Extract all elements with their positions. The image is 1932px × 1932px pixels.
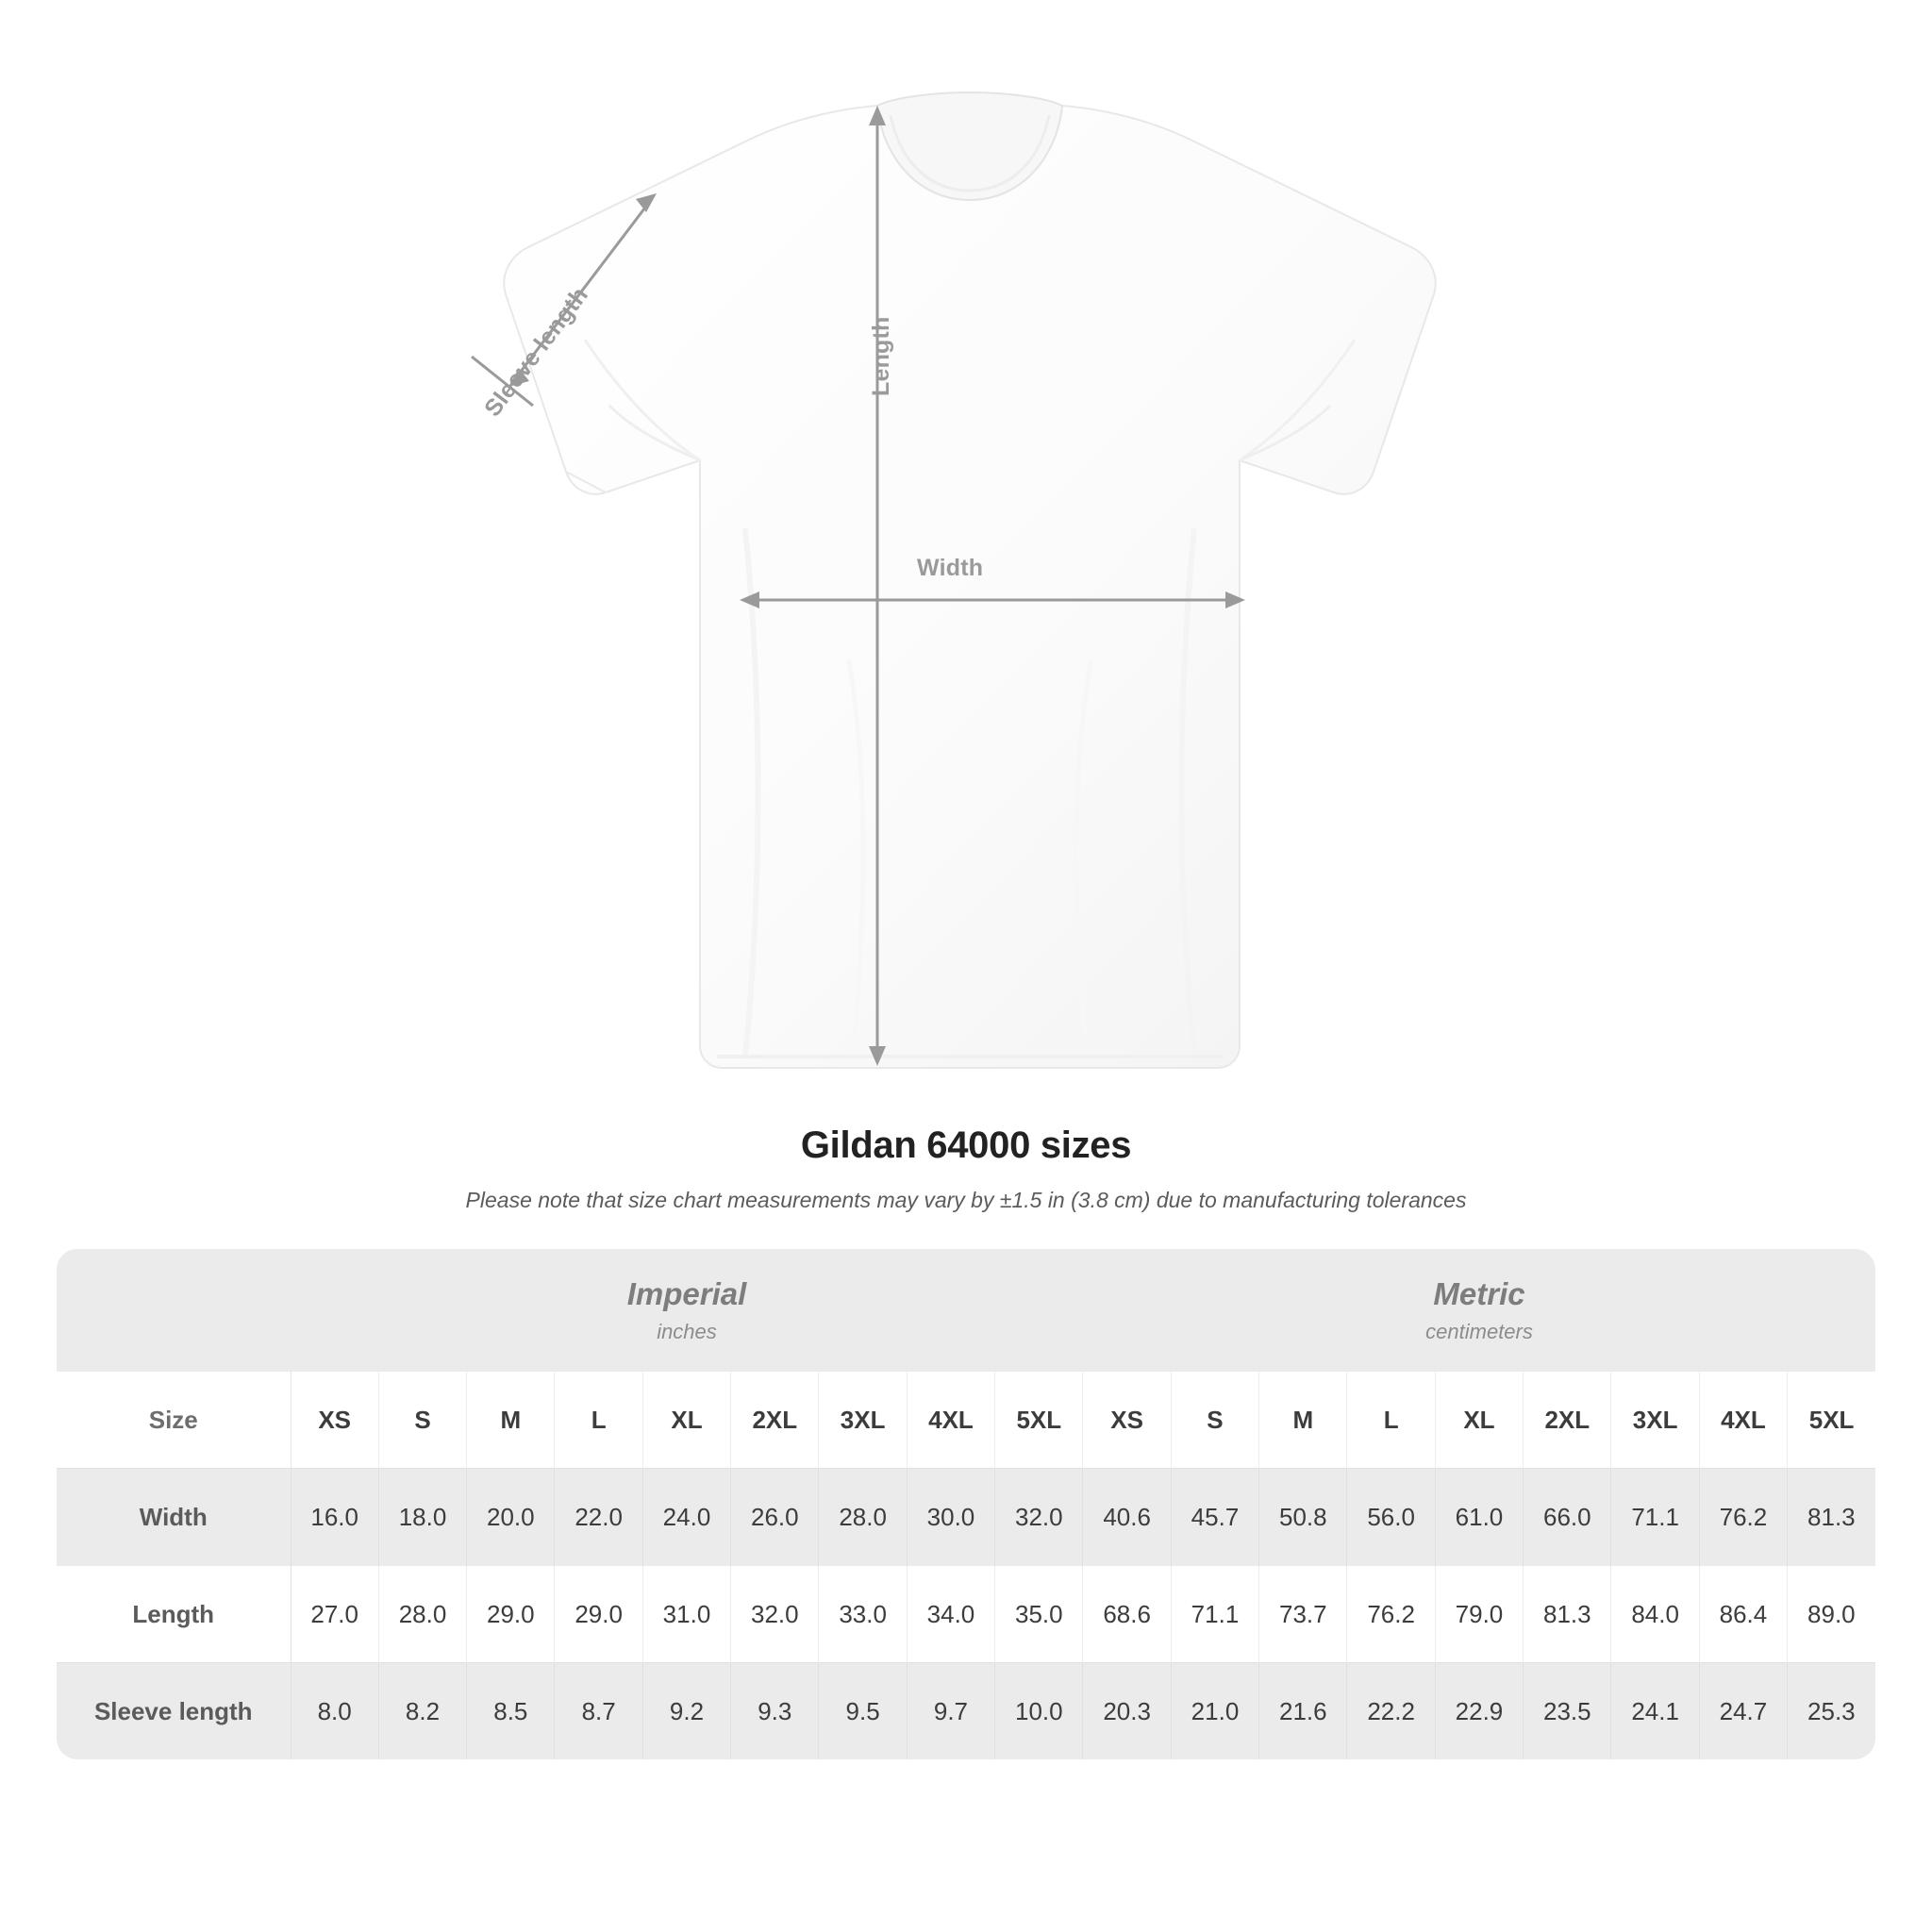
cell-width-7: 30.0 <box>907 1469 994 1566</box>
cell-width-3: 22.0 <box>555 1469 642 1566</box>
size-col-m-imperial: M <box>467 1372 555 1469</box>
cell-sleeve-17: 25.3 <box>1788 1663 1875 1760</box>
size-col-4xl-metric: 4XL <box>1699 1372 1787 1469</box>
cell-width-12: 56.0 <box>1347 1469 1435 1566</box>
cell-length-10: 71.1 <box>1171 1566 1258 1663</box>
size-col-l-imperial: L <box>555 1372 642 1469</box>
row-label-sleeve-length: Sleeve length <box>57 1663 291 1760</box>
unit-group-metric <box>1083 1249 1875 1372</box>
dimension-label-length: Length <box>868 316 894 396</box>
cell-sleeve-0: 8.0 <box>291 1663 378 1760</box>
size-header-row <box>57 1372 1875 1469</box>
cell-sleeve-14: 23.5 <box>1524 1663 1611 1760</box>
size-col-5xl-imperial: 5XL <box>995 1372 1083 1469</box>
unit-header-row <box>57 1249 1875 1372</box>
size-col-3xl-imperial: 3XL <box>819 1372 907 1469</box>
cell-sleeve-12: 22.2 <box>1347 1663 1435 1760</box>
size-col-xl-metric: XL <box>1435 1372 1523 1469</box>
cell-length-2: 29.0 <box>467 1566 555 1663</box>
cell-sleeve-1: 8.2 <box>378 1663 466 1760</box>
size-col-xs-imperial: XS <box>291 1372 378 1469</box>
cell-width-17: 81.3 <box>1788 1469 1875 1566</box>
cell-sleeve-7: 9.7 <box>907 1663 994 1760</box>
cell-length-9: 68.6 <box>1083 1566 1171 1663</box>
cell-width-16: 76.2 <box>1699 1469 1787 1566</box>
cell-sleeve-6: 9.5 <box>819 1663 907 1760</box>
cell-length-14: 81.3 <box>1524 1566 1611 1663</box>
cell-sleeve-4: 9.2 <box>642 1663 730 1760</box>
tolerance-note: Please note that size chart measurements may vary by ±1.5 in (3.8 cm) due to manufacturing tolerances <box>465 1188 1467 1212</box>
cell-width-8: 32.0 <box>995 1469 1083 1566</box>
size-col-3xl-metric: 3XL <box>1611 1372 1699 1469</box>
size-col-xl-imperial: XL <box>642 1372 730 1469</box>
cell-length-15: 84.0 <box>1611 1566 1699 1663</box>
title-block <box>0 1124 1932 1213</box>
cell-length-6: 33.0 <box>819 1566 907 1663</box>
table-row-length <box>57 1566 1875 1663</box>
cell-length-0: 27.0 <box>291 1566 378 1663</box>
cell-width-9: 40.6 <box>1083 1469 1171 1566</box>
size-col-s-imperial: S <box>378 1372 466 1469</box>
cell-length-1: 28.0 <box>378 1566 466 1663</box>
cell-sleeve-16: 24.7 <box>1699 1663 1787 1760</box>
unit-group-metric-sub: centimeters <box>1425 1320 1533 1343</box>
cell-width-2: 20.0 <box>467 1469 555 1566</box>
unit-group-imperial-name: Imperial <box>626 1276 747 1311</box>
cell-sleeve-2: 8.5 <box>467 1663 555 1760</box>
cell-sleeve-11: 21.6 <box>1259 1663 1347 1760</box>
cell-width-15: 71.1 <box>1611 1469 1699 1566</box>
size-table-container <box>57 1249 1875 1759</box>
cell-length-7: 34.0 <box>907 1566 994 1663</box>
cell-width-6: 28.0 <box>819 1469 907 1566</box>
table-row-width <box>57 1469 1875 1566</box>
size-col-5xl-metric: 5XL <box>1788 1372 1875 1469</box>
cell-length-16: 86.4 <box>1699 1566 1787 1663</box>
dimension-label-sleeve-length: Sleeve length <box>479 282 593 422</box>
cell-sleeve-8: 10.0 <box>995 1663 1083 1760</box>
row-label-width: Width <box>57 1469 291 1566</box>
size-col-xs-metric: XS <box>1083 1372 1171 1469</box>
unit-group-imperial <box>291 1249 1083 1372</box>
cell-sleeve-3: 8.7 <box>555 1663 642 1760</box>
cell-width-10: 45.7 <box>1171 1469 1258 1566</box>
size-col-m-metric: M <box>1259 1372 1347 1469</box>
cell-length-4: 31.0 <box>642 1566 730 1663</box>
cell-width-14: 66.0 <box>1524 1469 1611 1566</box>
size-col-2xl-metric: 2XL <box>1524 1372 1611 1469</box>
size-col-2xl-imperial: 2XL <box>731 1372 819 1469</box>
page-title: Gildan 64000 sizes <box>800 1124 1132 1166</box>
cell-sleeve-13: 22.9 <box>1435 1663 1523 1760</box>
cell-sleeve-9: 20.3 <box>1083 1663 1171 1760</box>
cell-width-0: 16.0 <box>291 1469 378 1566</box>
cell-length-11: 73.7 <box>1259 1566 1347 1663</box>
cell-length-3: 29.0 <box>555 1566 642 1663</box>
cell-width-13: 61.0 <box>1435 1469 1523 1566</box>
cell-length-5: 32.0 <box>731 1566 819 1663</box>
cell-sleeve-5: 9.3 <box>731 1663 819 1760</box>
table-row-sleeve-length <box>57 1663 1875 1760</box>
cell-length-17: 89.0 <box>1788 1566 1875 1663</box>
cell-width-5: 26.0 <box>731 1469 819 1566</box>
size-table <box>57 1249 1875 1759</box>
cell-sleeve-10: 21.0 <box>1171 1663 1258 1760</box>
size-col-4xl-imperial: 4XL <box>907 1372 994 1469</box>
cell-length-13: 79.0 <box>1435 1566 1523 1663</box>
size-col-s-metric: S <box>1171 1372 1258 1469</box>
row-label-length: Length <box>57 1566 291 1663</box>
cell-width-4: 24.0 <box>642 1469 730 1566</box>
size-col-l-metric: L <box>1347 1372 1435 1469</box>
cell-length-12: 76.2 <box>1347 1566 1435 1663</box>
cell-sleeve-15: 24.1 <box>1611 1663 1699 1760</box>
cell-width-1: 18.0 <box>378 1469 466 1566</box>
cell-length-8: 35.0 <box>995 1566 1083 1663</box>
unit-group-imperial-sub: inches <box>657 1320 717 1343</box>
size-label-cell: Size <box>57 1372 291 1469</box>
table-corner-cell <box>57 1249 291 1372</box>
cell-width-11: 50.8 <box>1259 1469 1347 1566</box>
unit-group-metric-name: Metric <box>1433 1276 1525 1311</box>
dimension-label-width: Width <box>917 555 984 581</box>
